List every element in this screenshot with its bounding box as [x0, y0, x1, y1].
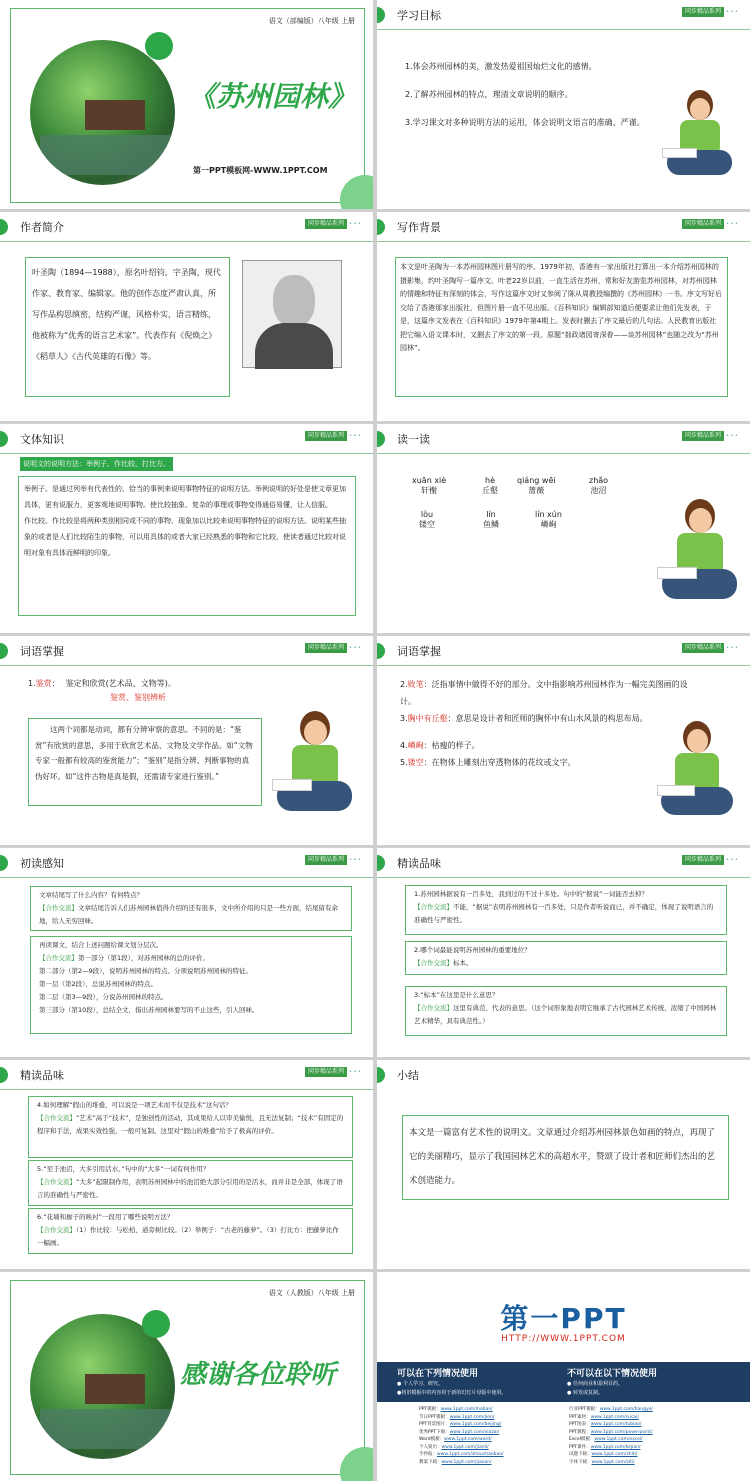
pinyin: xuān xiè — [412, 476, 447, 485]
word: 池沼 — [590, 486, 607, 495]
slide-header — [377, 636, 750, 666]
word: 丘壑 — [482, 486, 498, 495]
answer-label: 【合作交流】 — [39, 904, 78, 912]
slide-heading: 小结 — [397, 1069, 419, 1082]
compare-text: 作比较。作比较是将两种类别相同或不同的事物、现象加以比较来说明事物特征的说明方法。说明某些抽象的或者是人们比较陌生的事物，可以用具体的或者大家已经熟悉的事物和它比较，使读者通过比较对说明对象有具体而鲜明的印象。 — [24, 517, 346, 557]
bullet-dot — [377, 219, 385, 235]
link-row: 优秀PPT下载：www.1ppt.com/xiazai/ — [419, 1429, 500, 1435]
answer-label: 【合作交流】 — [414, 1004, 453, 1012]
summary-text: 本文是一篇富有艺术性的说明文。文章通过介绍苏州园林景色如画的特点，再现了它的美丽精巧，显示了我国园林艺术的高超水平，赞颂了设计者和匠师们杰出的艺术创造能力。 — [409, 1128, 716, 1186]
link-row: PPT模板：www.1ppt.com/moban/ — [419, 1407, 493, 1412]
slide-heading: 词语掌握 — [20, 645, 64, 658]
bullet-dot — [377, 855, 385, 871]
slide-header — [0, 848, 373, 878]
word: 蔷薇 — [528, 486, 545, 495]
author-text: 叶圣陶（1894—1988），原名叶绍钧，字圣陶，现代作家、教育家、编辑家。他的创作态度严肃认真，所写作品构思缜密，结构严谨，风格朴实，语言精练，他被称为“优秀的语言艺术家”。代表作有《倪焕之》《稻草人》《古代英雄的石像》等。 — [32, 268, 221, 361]
slide-heading: 写作背景 — [397, 221, 441, 234]
link-row: PPT教程：www.1ppt.com/powerpoint/ — [569, 1429, 653, 1435]
slide-heading: 作者简介 — [20, 221, 64, 234]
author-box — [25, 257, 230, 397]
slide-close-reading-1 — [377, 848, 750, 1057]
brand-logo: 第一PPT — [500, 1302, 627, 1335]
girl-reading-image — [272, 711, 357, 831]
objective-item: 3.学习课文对多种说明方法的运用，体会说明文语言的准确、严谨。 — [405, 118, 645, 127]
usage-panel — [377, 1362, 750, 1402]
vocab-item: 2.败笔：泛指事情中做得不好的部分。文中指影响苏州园林作为一幅完美图画的设计。 — [400, 680, 688, 706]
vocab-explanation: 这两个词都是动词，都有分辨审察的意思。不同的是：“鉴赏”有欣赏的意思，多用于欣赏艺术品、文物及文学作品。如“文物专家一般都有较高的鉴赏能力”；“鉴别”是指分辨、判断事物的真伪好坏。如“这件古物是真是假，还需请专家进行鉴别。” — [35, 725, 253, 781]
slide-heading: 读一读 — [397, 433, 430, 446]
header-text: 语文（人教版）八年级 上册 — [268, 1289, 355, 1297]
link[interactable]: www.1ppt.com/jiaoan/ — [441, 1459, 492, 1465]
link-row: 字体下载：www.1ppt.com/ziti/ — [569, 1459, 635, 1465]
series-tag: 同步精品系列 • • • — [305, 431, 361, 441]
cannot-use-heading: 不可以在以下情况使用 — [567, 1369, 658, 1379]
word: 嶙峋 — [540, 520, 557, 529]
word: 轩榭 — [421, 486, 438, 495]
can-use-heading: 可以在下列情况使用 — [397, 1369, 479, 1379]
question-text: 4.如何理解“假山的堆叠，可以说是一项艺术而不仅是技术”这句话？ — [37, 1101, 232, 1109]
pinyin: lín xún — [535, 510, 562, 519]
link-row: 教案下载：www.1ppt.com/jiaoan/ — [419, 1459, 492, 1465]
word-item — [482, 476, 498, 496]
qa-box — [28, 1096, 353, 1158]
series-tag: 同步精品系列 • • • — [682, 219, 738, 229]
answer-line: 【合作交流】第一部分（第1段），对苏州园林的总的评价。 — [39, 954, 209, 962]
bullet-dot — [0, 431, 8, 447]
vocab-item: 4.嶙峋：枯瘦的样子。 — [400, 741, 480, 750]
vocab-word: 胸中有丘壑 — [407, 714, 448, 723]
slide-vocab-1 — [0, 636, 373, 845]
series-tag: 同步精品系列 • • • — [682, 855, 738, 865]
vocab-definition: 意思是设计者和匠师的胸怀中有山水风景的构思布局。 — [455, 714, 648, 723]
link[interactable]: www.1ppt.com/tubiao/ — [590, 1422, 642, 1427]
answer-text: 【合作交流】（1）作比较：与松柏、道旁树比较。（2）举例子：“古老的藤萝”。（3）打比方：把藤萝比作一幅画。 — [37, 1226, 339, 1247]
question-text: 文章结尾写了什么内容？有何特点？ — [39, 891, 143, 899]
link-row: 行业PPT模板：www.1ppt.com/hangye/ — [569, 1407, 653, 1412]
link[interactable]: www.1ppt.com/jianli/ — [441, 1444, 489, 1450]
link-row: 个人简历：www.1ppt.com/jianli/ — [419, 1444, 489, 1450]
slide-heading: 学习目标 — [397, 9, 441, 22]
slide-header — [377, 424, 750, 454]
link-row: Word模板：www.1ppt.com/word/ — [419, 1437, 492, 1442]
link[interactable]: www.1ppt.com/moban/ — [440, 1407, 493, 1412]
can-use-item: ●将旧模板中的内容用于新的幻灯片母版中使用。 — [397, 1390, 507, 1396]
vocab-number: 1. — [28, 679, 36, 688]
girl-reading-image — [657, 499, 742, 619]
example-text: 举例子。是通过列举有代表性的、恰当的事例来说明事物特征的说明方法。举例说明的好处是使文章更加具体，更有说服力，更客观地说明事物。使比较抽象、复杂的事理或事物变得通俗易懂，让人信服。 — [24, 485, 346, 509]
question-box — [30, 886, 352, 931]
vocab-word: 镂空 — [407, 758, 424, 767]
answer-label: 【合作交流】 — [37, 1226, 76, 1234]
vocab-definition: 泛指事情中做得不好的部分。文中指影响苏州园林作为一幅完美图画的设计。 — [400, 680, 688, 706]
vocab-item: 3.胸中有丘壑：意思是设计者和匠师的胸怀中有山水风景的构思布局。 — [400, 714, 648, 723]
slide-heading: 精读品味 — [397, 857, 441, 870]
question-text: 5.“至于池沼，大多引用活水。”句中的“大多”一词有何作用？ — [37, 1165, 210, 1173]
link[interactable]: www.1ppt.com/ziti/ — [591, 1459, 635, 1465]
link-row: PPT素材：www.1ppt.com/sucai/ — [569, 1414, 639, 1420]
answer-text: 【合作交流】文章结尾告诉人们苏州园林值得介绍的还有很多，文中所介绍的只是一些方面，结尾留有余地，给人无穷回味。 — [39, 904, 338, 925]
pinyin: lòu — [420, 510, 434, 519]
thanks-text: 感谢各位聆听 — [180, 1360, 337, 1390]
vocab-definition: 鉴定和欣赏(艺术品、文物等)。 — [65, 679, 176, 688]
vocab-subheading: 鉴赏、鉴别辨析 — [110, 693, 166, 702]
vocab-box — [28, 718, 262, 806]
link[interactable]: www.1ppt.com/word/ — [444, 1437, 492, 1442]
brand-url: HTTP://WWW.1PPT.COM — [501, 1334, 626, 1344]
link[interactable]: www.1ppt.com/hangye/ — [599, 1407, 653, 1412]
link-row: 试题下载：www.1ppt.com/shiti/ — [569, 1452, 638, 1457]
word-item — [412, 476, 446, 496]
series-tag: 同步精品系列 • • • — [682, 643, 738, 653]
qa-box — [28, 1208, 353, 1254]
bullet-dot — [377, 643, 385, 659]
qa-box — [405, 885, 727, 935]
girl-reading-image — [657, 721, 737, 831]
link-row: 节日PPT模板：www.1ppt.com/jieri/ — [419, 1414, 495, 1420]
vocab-definition: 枯瘦的样子。 — [431, 741, 480, 750]
bullet-dot — [0, 1067, 8, 1083]
cannot-use-item: ● 转发或复制。 — [567, 1390, 603, 1396]
background-box — [395, 257, 728, 397]
cannot-use-item: ● 任何商业和盈利目的。 — [567, 1381, 623, 1387]
link[interactable]: www.1ppt.com/sucai/ — [590, 1414, 639, 1420]
slide-author — [0, 212, 373, 421]
author-portrait — [242, 260, 342, 368]
bullet-dot — [0, 643, 8, 659]
genre-box — [18, 476, 356, 616]
series-tag: 同步精品系列 • • • — [305, 855, 361, 865]
vocab-entry: 1.鉴赏： 鉴定和欣赏(艺术品、文物等)。 — [28, 679, 176, 688]
word-item — [589, 476, 608, 496]
deco-circle — [145, 32, 173, 60]
header-text: 语文（部编版）八年级 上册 — [268, 17, 355, 25]
answer-text: 【合作交流】标本。 — [414, 959, 473, 967]
slide-thanks — [0, 1272, 373, 1481]
qa-box — [405, 941, 727, 975]
question-text: 3.“标本”在这里是什么意思？ — [414, 991, 499, 999]
links-col-2 — [569, 1406, 653, 1466]
series-tag: 同步精品系列 • • • — [682, 7, 738, 17]
question-text: 2.哪个词最能说明苏州园林的重要地位？ — [414, 946, 531, 954]
word-item — [517, 476, 556, 496]
pinyin: zhǎo — [589, 476, 609, 485]
slide-header — [0, 1060, 373, 1090]
link-row: PPT图表：www.1ppt.com/tubiao/ — [569, 1422, 642, 1427]
slide-title-text: 《苏州园林》 — [188, 80, 357, 113]
slide-heading: 精读品味 — [20, 1069, 64, 1082]
bullet-dot — [0, 855, 8, 871]
links-col-1 — [419, 1406, 503, 1466]
slide-genre — [0, 424, 373, 633]
link-row: 手抄报：www.1ppt.com/shouchaobao/ — [419, 1452, 504, 1457]
answer-text: 【合作交流】不能，“据说”表明苏州园林有一百多处，只是作者听说而已，并不确定，体现了说明语言的准确性与严密性。 — [414, 903, 714, 924]
word-item — [419, 510, 435, 530]
answer-label: 【合作交流】 — [414, 903, 453, 911]
answer-label: 【合作交流】 — [39, 954, 78, 962]
pinyin: hè — [485, 476, 495, 485]
slide-title — [0, 0, 373, 209]
link[interactable]: www.1ppt.com/jieri/ — [449, 1414, 495, 1420]
answer-line: 第二层（第3—9段），分说苏州园林的特点。 — [39, 993, 168, 1001]
answer-text: 【合作交流】这里有典范、代表的意思。（这个词形象地表明它继承了古代园林艺术传统，浓缩了中国园林艺术精华，具有典范性。） — [414, 1004, 717, 1025]
word-item — [535, 510, 562, 530]
bullet-dot — [377, 1067, 385, 1083]
slide-header — [377, 848, 750, 878]
answer-line: 第一层（第2段），总说苏州园林的特点。 — [39, 980, 157, 988]
slide-header — [0, 424, 373, 454]
link[interactable]: www.1ppt.com/beijing/ — [449, 1422, 502, 1427]
word-item — [483, 510, 499, 530]
bullet-dot — [0, 219, 8, 235]
slide-heading: 词语掌握 — [397, 645, 441, 658]
answer-text: 【合作交流】“大多”起限制作用，表明苏州园林中的池沼绝大部分引用的是活水，而并非是全部，体现了语言的准确性与严密性。 — [37, 1178, 343, 1199]
question-text: 6.“花墙和廊子的映衬”一段用了哪些说明方法？ — [37, 1213, 174, 1221]
slide-header — [0, 212, 373, 242]
series-tag: 同步精品系列 • • • — [682, 431, 738, 441]
vocab-word: 败笔 — [407, 680, 424, 689]
slide-vocab-2 — [377, 636, 750, 845]
link-row: Excel模板：www.1ppt.com/excel/ — [569, 1437, 643, 1442]
answer-label: 【合作交流】 — [414, 959, 453, 967]
slide-header — [377, 1060, 750, 1090]
slide-background — [377, 212, 750, 421]
series-tag: 同步精品系列 • • • — [305, 643, 361, 653]
question-text: 1.苏州园林据说有一百多处，我到过的不过十多处。句中的“据说”一词能否去掉？ — [414, 890, 648, 898]
slide-objectives — [377, 0, 750, 209]
deco-circle — [142, 1310, 170, 1338]
garden-photo — [30, 40, 175, 185]
slide-close-reading-2 — [0, 1060, 373, 1269]
can-use-item: ● 个人学习、研究。 — [397, 1381, 443, 1387]
bullet-dot — [377, 431, 385, 447]
qa-box — [28, 1160, 353, 1206]
vocab-word: 鉴赏 — [35, 679, 52, 688]
pinyin: qiáng wēi — [517, 476, 556, 485]
qa-box — [405, 986, 727, 1036]
subtitle-text: 第一PPT模板网-WWW.1PPT.COM — [193, 166, 328, 175]
link-row: PPT课件：www.1ppt.com/kejian/ — [569, 1444, 641, 1450]
summary-box — [402, 1115, 729, 1200]
word: 镂空 — [419, 520, 435, 529]
word: 鱼鳞 — [483, 520, 499, 529]
link[interactable]: www.1ppt.com/powerpoint/ — [590, 1429, 653, 1435]
link-row: PPT背景图片：www.1ppt.com/beijing/ — [419, 1422, 502, 1427]
answer-text: 【合作交流】“艺术”高于“技术”，是独创性的活动，其成果给人以审美愉悦，且无法复制；“技术”有固定的程序和手法，成果实效性强，一般可复制。这里对“假山的堆叠”给予了极高的评价。 — [37, 1114, 344, 1135]
objective-item: 2.了解苏州园林的特点，理清文章说明的顺序。 — [405, 90, 573, 99]
slide-header — [377, 212, 750, 242]
answer-line: 第三部分（第10段），总结全文，指出苏州园林要写的不止这些，引人回味。 — [39, 1006, 259, 1014]
slide-first-reading — [0, 848, 373, 1057]
objective-item: 1.体会苏州园林的美，激发热爱祖国灿烂文化的感情。 — [405, 62, 597, 71]
vocab-definition: 在物体上雕刻出穿透物体的花纹或文字。 — [431, 758, 576, 767]
slide-heading: 文体知识 — [20, 433, 64, 446]
link[interactable]: www.1ppt.com/shouchaobao/ — [437, 1452, 504, 1457]
link[interactable]: www.1ppt.com/xiazai/ — [449, 1429, 500, 1435]
series-tag: 同步精品系列 • • • — [305, 1067, 361, 1077]
link[interactable]: www.1ppt.com/excel/ — [594, 1437, 643, 1442]
pinyin: lín — [486, 510, 496, 519]
bullet-dot — [377, 7, 385, 23]
slide-header — [0, 636, 373, 666]
slide-heading: 初读感知 — [20, 857, 64, 870]
girl-reading-image — [662, 90, 737, 190]
slide-summary — [377, 1060, 750, 1269]
structure-box — [30, 936, 352, 1034]
vocab-item: 5.镂空：在物体上雕刻出穿透物体的花纹或文字。 — [400, 758, 576, 767]
link[interactable]: www.1ppt.com/shiti/ — [591, 1452, 638, 1457]
background-text: 本文是叶圣陶为一本苏州园林图片册写的序。1979年初，香港有一家出版社打算出一本介绍苏州园林的摄影集，约叶圣陶写一篇序文。叶老22岁以前，一直生活在苏州，常和好友游览苏州园林，对苏州园林的情趣和特征有深刻的体会，写作这篇序文时又参阅了陈从周教授编撰的《苏州园林》一书。序文写好后交给了香港那家出版社，但图片册一直不见出版。《百科知识》编辑部知道后便要求让他们先发表，于是，这篇序文发表在《百科知识》1979年第4期上。发表时删去了序文最后的几句话。人民教育出版社把它编入语文课本时，又删去了序文的第一段，原题“拙政诸园寄深眷——谈苏州园林”也随之改为“苏州园林”。 — [400, 263, 722, 352]
link[interactable]: www.1ppt.com/kejian/ — [590, 1444, 641, 1450]
vocab-word: 嶙峋 — [407, 741, 424, 750]
highlight-label: 说明文的说明方法：举例子、作比较、打比方。 — [20, 457, 173, 471]
answer-line: 第二部分（第2—9段），说明苏州园林的特点。分项说明苏州园林的特征。 — [39, 967, 253, 975]
series-tag: 同步精品系列 • • • — [305, 219, 361, 229]
question-text: 再读课文，结合上述问题给课文划分层次。 — [39, 941, 163, 949]
slide-header — [377, 0, 750, 30]
slide-brand — [377, 1272, 750, 1481]
answer-label: 【合作交流】 — [37, 1114, 76, 1122]
slide-reading — [377, 424, 750, 633]
answer-label: 【合作交流】 — [37, 1178, 76, 1186]
